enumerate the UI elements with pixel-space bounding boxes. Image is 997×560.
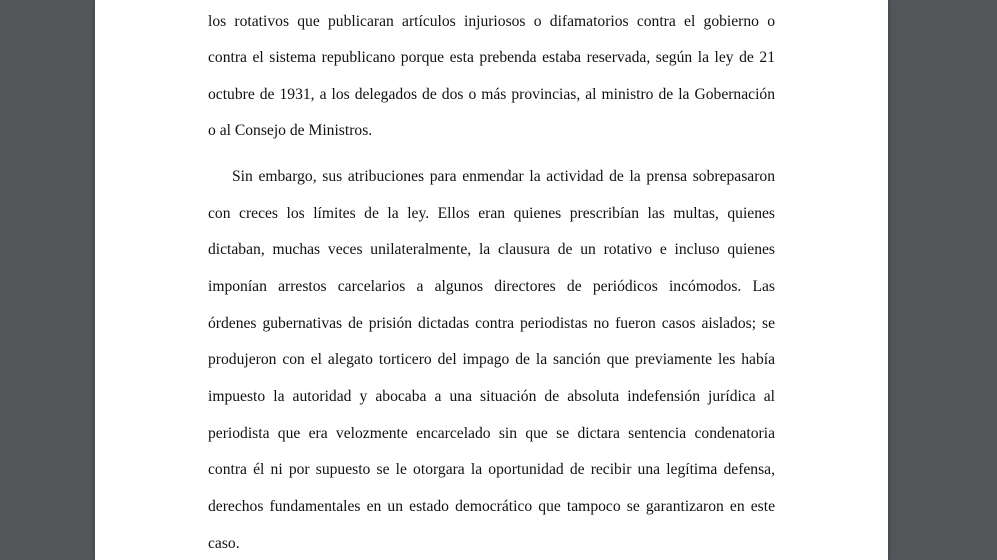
text-line: periodista que era velozmente encarcelado sin que se dictara sentencia condenatoria <box>208 425 775 442</box>
text-line: derechos fundamentales en un estado democrático que tampoco se garantizaron en este <box>208 498 775 515</box>
document-page <box>95 0 888 560</box>
text-line: impuesto la autoridad y abocaba a una situación de absoluta indefensión jurídica al <box>208 388 775 405</box>
text-line: contra él ni por supuesto se le otorgara la oportunidad de recibir una legítima defensa, <box>208 461 775 478</box>
text-line: contra el sistema republicano porque esta prebenda estaba reservada, según la ley de 21 <box>208 49 775 66</box>
text-line: o al Consejo de Ministros. <box>208 122 373 139</box>
paragraph-first-line: Sin embargo, sus atribuciones para enmendar la actividad de la prensa sobrepasaron <box>232 168 775 185</box>
text-line: con creces los límites de la ley. Ellos eran quienes prescribían las multas, quienes <box>208 205 775 222</box>
text-line: imponían arrestos carcelarios a algunos directores de periódicos incómodos. Las <box>208 278 775 295</box>
text-line: los rotativos que publicaran artículos injuriosos o difamatorios contra el gobierno o <box>208 13 775 30</box>
text-line: órdenes gubernativas de prisión dictadas contra periodistas no fueron casos aislados; se <box>208 315 775 332</box>
text-line: caso. <box>208 535 240 552</box>
text-line: dictaban, muchas veces unilateralmente, la clausura de un rotativo e incluso quienes <box>208 241 775 258</box>
text-line: produjeron con el alegato torticero del impago de la sanción que previamente les había <box>208 351 775 368</box>
text-line: octubre de 1931, a los delegados de dos o más provincias, al ministro de la Gobernación <box>208 86 775 103</box>
